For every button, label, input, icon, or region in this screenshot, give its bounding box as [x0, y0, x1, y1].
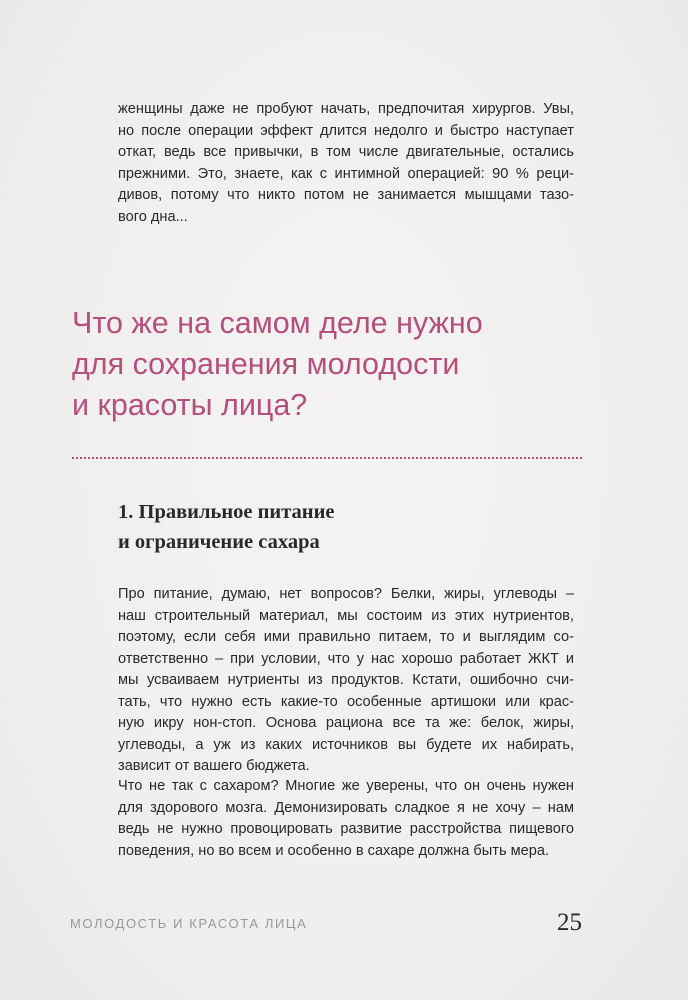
section-title-line: Что же на самом деле нужно	[72, 306, 483, 340]
paragraph-line: углеводы, а уж из каких источников вы будете их набирать,	[118, 736, 574, 753]
intro-line: откат, ведь все привычки, в том числе двигательные, остались	[118, 144, 574, 160]
intro-line: женщины даже не пробуют начать, предпочитая хирургов. Увы,	[118, 101, 574, 117]
paragraph-line: Про питание, думаю, нет вопросов? Белки, жиры, углеводы –	[118, 586, 574, 602]
paragraph-line: наш строительный материал, мы состоим из этих нутриентов,	[118, 607, 574, 624]
paragraph-line: поэтому, если себя ими правильно питаем, то и выглядим со-	[118, 629, 574, 645]
subsection-title	[118, 497, 538, 557]
running-footer-title: МОЛОДОСТЬ И КРАСОТА ЛИЦА	[70, 916, 308, 931]
paragraph-line: ную икру нон-стоп. Основа рациона все та же: белок, жиры,	[118, 715, 574, 731]
body-paragraph-nutrition	[118, 584, 574, 778]
paragraph-line: поведения, но во всем и особенно в сахаре должна быть мера.	[118, 842, 550, 859]
paragraph-line: тать, что нужно есть какие-то особенные артишоки или крас-	[118, 693, 574, 710]
section-title-line: для сохранения молодости	[72, 347, 460, 381]
subsection-title-line: и ограничение сахара	[118, 531, 320, 553]
intro-line: прежними. Это, знаете, как с интимной операцией: 90 % реци-	[118, 165, 574, 182]
page-number: 25	[557, 909, 582, 936]
intro-line: вого дна...	[118, 208, 188, 225]
subsection-title-line: 1. Правильное питание	[118, 501, 335, 523]
intro-line: но после операции эффект длится недолго и быстро наступает	[118, 122, 574, 139]
paragraph-line: Что не так с сахаром? Многие же уверены, что он очень нужен	[118, 778, 574, 794]
intro-line: дивов, потому что никто потом не занимается мышцами тазо-	[118, 187, 574, 203]
dotted-divider	[72, 457, 582, 459]
paragraph-line: ответственно – при условии, что у нас хорошо работает ЖКТ и	[118, 650, 574, 667]
paragraph-line: для здорового мозга. Демонизировать сладкое я не хочу – нам	[118, 799, 574, 816]
section-title-line: и красоты лица?	[72, 388, 308, 422]
paragraph-line: зависит от вашего бюджета.	[118, 758, 310, 774]
paragraph-line: мы усваиваем нутриенты из продуктов. Кстати, ошибочно счи-	[118, 672, 574, 688]
body-paragraph-sugar	[118, 776, 574, 862]
intro-paragraph	[118, 99, 574, 228]
paragraph-line: ведь не нужно провоцировать развитие расстройства пищевого	[118, 821, 574, 837]
section-title	[72, 303, 592, 426]
